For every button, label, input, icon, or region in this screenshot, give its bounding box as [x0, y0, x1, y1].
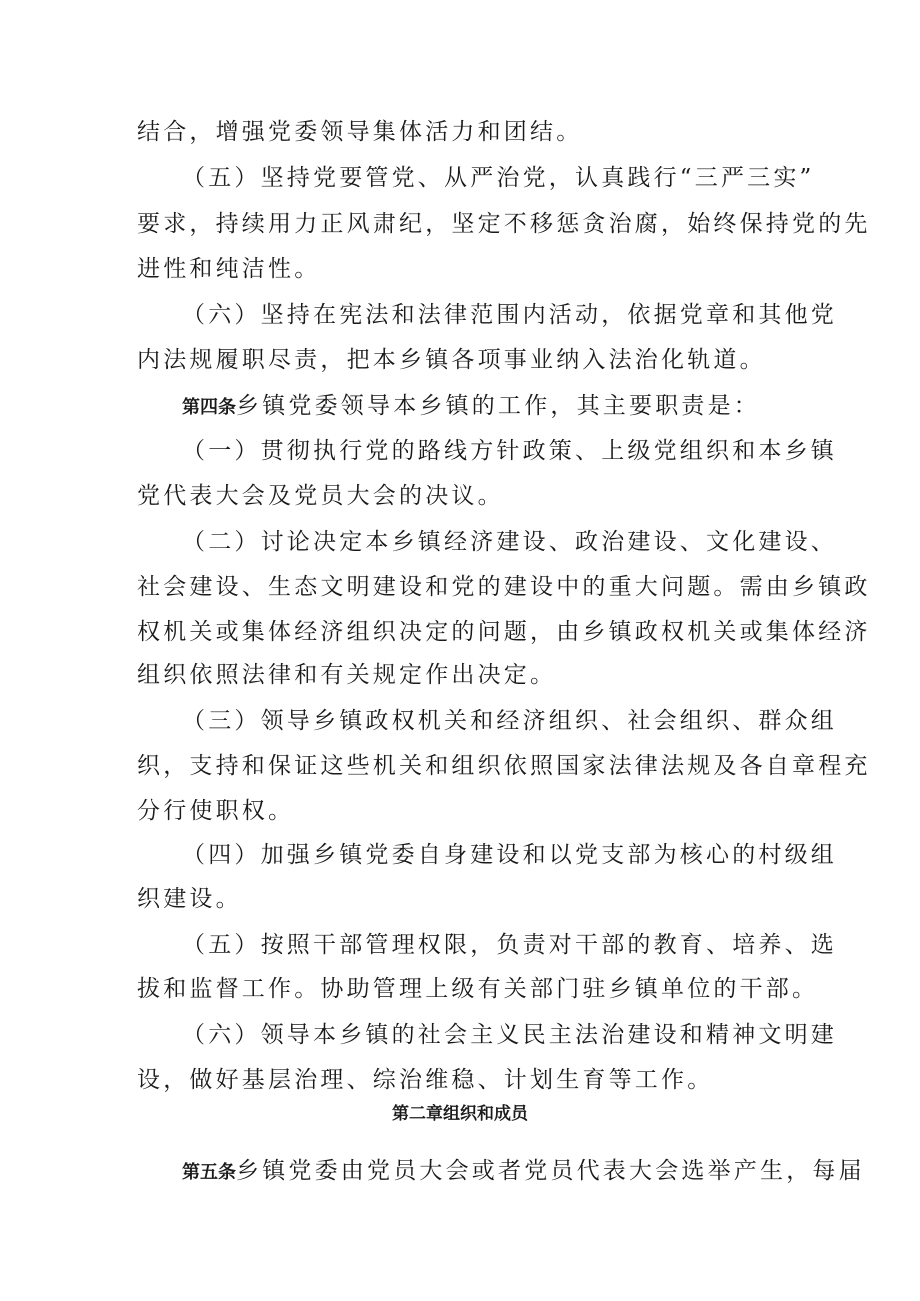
paragraph-line: 分行使职权。	[137, 798, 295, 824]
paragraph-line: 党代表大会及党员大会的决议。	[137, 483, 504, 509]
paragraph-line: 内法规履职尽责，把本乡镇各项事业纳入法治化轨道。	[137, 347, 766, 373]
paragraph-line: 织建设。	[137, 886, 242, 912]
paragraph-line: 社会建设、生态文明建设和党的建设中的重大问题。需由乡镇政	[137, 574, 871, 600]
paragraph-line: 进性和纯洁性。	[137, 256, 321, 282]
paragraph-line: 结合，增强党委领导集体活力和团结。	[137, 119, 583, 145]
paragraph-line: （五）坚持党要管党、从严治党，认真践行“三严三实”	[182, 165, 815, 191]
paragraph-line: 组织依照法律和有关规定作出决定。	[137, 662, 557, 688]
paragraph-line: 权机关或集体经济组织决定的问题，由乡镇政权机关或集体经济	[137, 619, 871, 645]
paragraph-line: 设，做好基层治理、综治维稳、计划生育等工作。	[137, 1067, 714, 1093]
paragraph-line: （六）坚持在宪法和法律范围内活动，依据党章和其他党	[182, 302, 837, 328]
paragraph-line: （五）按照干部管理权限，负责对干部的教育、培养、选	[182, 932, 837, 958]
paragraph-line: 拔和监督工作。协助管理上级有关部门驻乡镇单位的干部。	[137, 976, 819, 1002]
paragraph-line: （四）加强乡镇党委自身建设和以党支部为核心的村级组	[182, 842, 837, 868]
article-4-text: 乡镇党委领导本乡镇的工作，其主要职责是：	[236, 393, 760, 419]
paragraph-line: （六）领导本乡镇的社会主义民主法治建设和精神文明建	[182, 1022, 837, 1048]
chapter-heading: 第二章组织和成员	[392, 1104, 528, 1124]
article-5-heading	[182, 1156, 865, 1188]
article-5-text: 乡镇党委由党员大会或者党员代表大会选举产生，每届	[236, 1158, 865, 1184]
paragraph-line: 要求，持续用力正风肃纪，坚定不移惩贪治腐，始终保持党的先	[137, 211, 871, 237]
paragraph-line: （一）贯彻执行党的路线方针政策、上级党组织和本乡镇	[182, 438, 837, 464]
article-5-label: 第五条	[182, 1162, 236, 1183]
paragraph-line: （三）领导乡镇政权机关和经济组织、社会组织、群众组	[182, 708, 837, 734]
article-4-label: 第四条	[182, 397, 236, 418]
paragraph-line: 织，支持和保证这些机关和组织依照国家法律法规及各自章程充	[137, 753, 871, 779]
paragraph-line: （二）讨论决定本乡镇经济建设、政治建设、文化建设、	[182, 529, 837, 555]
article-4-heading	[182, 391, 760, 423]
